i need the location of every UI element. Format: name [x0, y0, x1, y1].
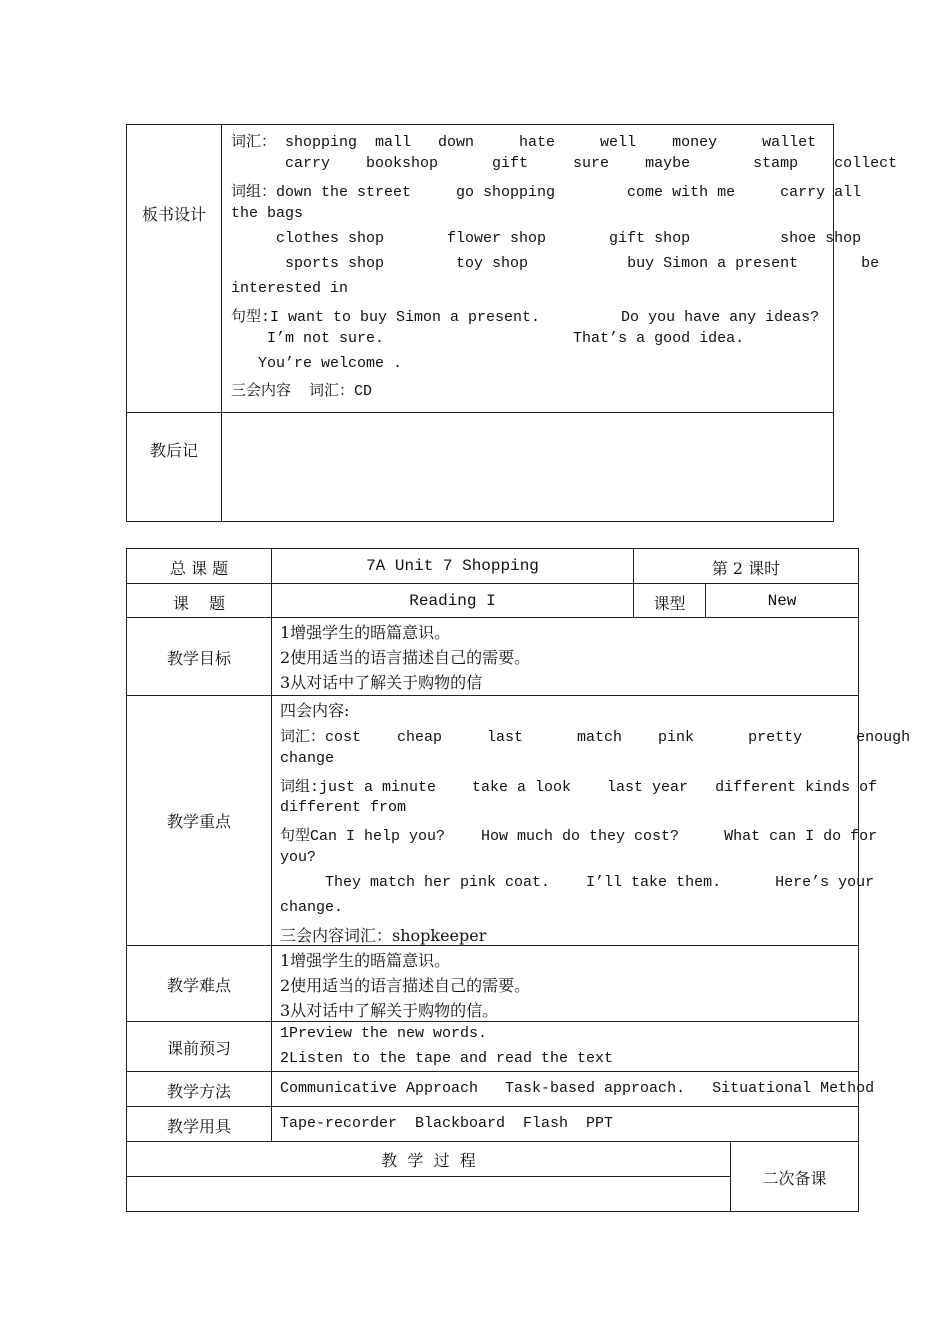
- row-preview: [127, 1021, 858, 1071]
- second-prep-label: 二次备课: [762, 1169, 827, 1188]
- type-value: New: [767, 592, 797, 610]
- process-label: 教 学 过 程: [381, 1151, 476, 1170]
- board-line: You’re welcome .: [231, 355, 403, 372]
- key-point-line: 词组:just a minute take a look last year different kinds of: [280, 779, 878, 796]
- board-design-content: [222, 125, 898, 412]
- key-point-line: different from: [280, 799, 407, 816]
- board-line: interested in: [231, 280, 349, 297]
- methods-value: Communicative Approach Task-based approach. Situational Method: [280, 1080, 875, 1097]
- key-point-line: 句型Can I help you? How much do they cost? What can I do for: [280, 828, 878, 845]
- board-design-label: 板书设计: [141, 205, 206, 224]
- key-point-line: 三会内容词汇：shopkeeper: [280, 926, 487, 945]
- difficulty-item: 3从对话中了解关于购物的信。: [280, 1001, 499, 1020]
- key-point-line: change: [280, 750, 335, 767]
- board-line: 三会内容 词汇：CD: [231, 383, 373, 400]
- objective-item: 2使用适当的语言描述自己的需要。: [280, 648, 531, 667]
- row-topic: [127, 583, 858, 617]
- topic-value: Reading I: [409, 592, 496, 610]
- row-methods: [127, 1071, 875, 1106]
- general-topic-label: 总 课 题: [169, 559, 229, 578]
- after-class-label-cell: [127, 412, 222, 522]
- key-point-line: They match her pink coat. I’ll take them. Here’s your: [280, 874, 875, 891]
- key-point-line: change.: [280, 899, 344, 916]
- tools-label: 教学用具: [166, 1117, 231, 1136]
- methods-label: 教学方法: [166, 1082, 231, 1101]
- board-design-label-cell: [127, 125, 222, 412]
- key-point-line: you?: [280, 849, 317, 866]
- board-line: clothes shop flower shop gift shop shoe shop: [231, 230, 862, 247]
- preview-item: 1Preview the new words.: [280, 1025, 488, 1042]
- key-point-line: 词汇：cost cheap last match pink pretty enough: [280, 729, 911, 746]
- board-design-table: [126, 124, 898, 522]
- after-class-content: [222, 412, 833, 522]
- difficulties-label: 教学难点: [166, 976, 231, 995]
- board-line: 词汇： shopping mall down hate well money wallet: [231, 134, 817, 151]
- board-line: 词组：down the street go shopping come with me carry all: [231, 184, 862, 201]
- topic-label: 课 题: [172, 594, 226, 613]
- board-line: 句型:I want to buy Simon a present. Do you have any ideas?: [231, 309, 820, 326]
- board-line: the bags: [231, 205, 304, 222]
- row-process: [127, 1141, 858, 1211]
- board-line: carry bookshop gift sure maybe stamp collect: [231, 155, 898, 172]
- preview-label: 课前预习: [166, 1039, 231, 1058]
- preview-item: 2Listen to the tape and read the text: [280, 1050, 614, 1067]
- after-class-label: 教后记: [149, 441, 198, 460]
- tools-value: Tape-recorder Blackboard Flash PPT: [280, 1115, 614, 1132]
- row-key-points: [127, 695, 911, 945]
- row-difficulties: [127, 945, 858, 1021]
- row-objectives: [127, 617, 858, 695]
- row-general-topic: [127, 549, 858, 583]
- process-content: [127, 1176, 731, 1212]
- objective-item: 3从对话中了解关于购物的信: [280, 673, 483, 692]
- type-label: 课型: [653, 594, 686, 613]
- objective-item: 1增强学生的晤篇意识。: [280, 623, 451, 642]
- board-line: sports shop toy shop buy Simon a present be: [231, 255, 880, 272]
- board-line: I’m not sure. That’s a good idea.: [231, 330, 745, 347]
- difficulty-item: 1增强学生的晤篇意识。: [280, 951, 451, 970]
- difficulty-item: 2使用适当的语言描述自己的需要。: [280, 976, 531, 995]
- key-points-label: 教学重点: [166, 812, 231, 831]
- period-label: 第 2 课时: [711, 559, 781, 578]
- lesson-plan-table: [126, 548, 911, 1212]
- objectives-label: 教学目标: [166, 649, 231, 668]
- key-point-line: 四会内容:: [280, 701, 350, 720]
- general-topic-value: 7A Unit 7 Shopping: [366, 557, 539, 575]
- row-tools: [127, 1106, 858, 1141]
